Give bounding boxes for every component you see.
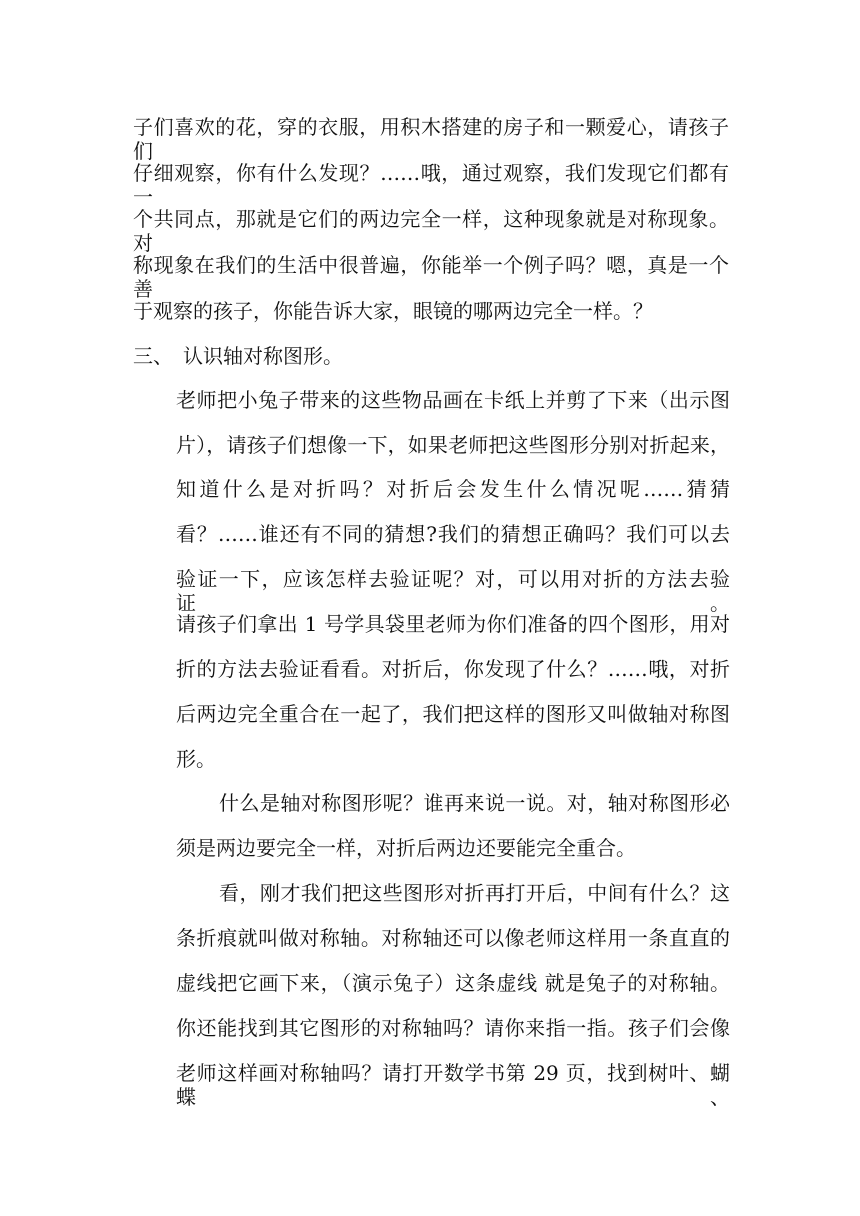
paragraph-line: 看，刚才我们把这些图形对折再打开后，中间有什么？这	[219, 881, 730, 905]
paragraph-line: 子们喜欢的花，穿的衣服，用积木搭建的房子和一颗爱心，请孩子们	[133, 115, 729, 163]
paragraph-line: 虚线把它画下来，（演示兔子）这条虚线 就是兔子的对称轴。	[176, 971, 730, 995]
paragraph-line: 看？……谁还有不同的猜想?我们的猜想正确吗？我们可以去	[176, 522, 730, 546]
paragraph-line: 条折痕就叫做对称轴。对称轴还可以像老师这样用一条直直的	[176, 926, 730, 950]
paragraph-line: 老师这样画对称轴吗？请打开数学书第 29 页，找到树叶、蝴蝶、	[176, 1061, 730, 1109]
paragraph-line: 称现象在我们的生活中很普遍，你能举一个例子吗？嗯，真是一个善	[133, 253, 729, 301]
paragraph-line: 折的方法去验证看看。对折后，你发现了什么？……哦，对折	[176, 657, 730, 681]
paragraph-line: 于观察的孩子，你能告诉大家，眼镜的哪两边完全一样。？	[133, 299, 653, 323]
paragraph-line: 形。	[176, 747, 216, 771]
paragraph-line: 请孩子们拿出 1 号学具袋里老师为你们准备的四个图形，用对	[176, 612, 730, 636]
section-number: 三、	[133, 344, 173, 368]
section-title: 认识轴对称图形。	[183, 344, 343, 368]
paragraph-line: 你还能找到其它图形的对称轴吗？请你来指一指。孩子们会像	[176, 1016, 730, 1040]
paragraph-line: 个共同点，那就是它们的两边完全一样，这种现象就是对称现象。对	[133, 207, 729, 255]
paragraph-line: 知道什么是对折吗？对折后会发生什么情况呢……猜猜	[176, 477, 730, 501]
paragraph-line: 仔细观察，你有什么发现？……哦，通过观察，我们发现它们都有一	[133, 161, 729, 209]
paragraph-line: 验证一下，应该怎样去验证呢？对，可以用对折的方法去验证。	[176, 567, 730, 615]
paragraph-line: 后两边完全重合在一起了，我们把这样的图形又叫做轴对称图	[176, 702, 730, 726]
paragraph-line: 片），请孩子们想像一下，如果老师把这些图形分别对折起来，	[176, 433, 730, 457]
paragraph-line: 什么是轴对称图形呢？谁再来说一说。对，轴对称图形必	[219, 791, 730, 815]
paragraph-line: 须是两边要完全一样，对折后两边还要能完全重合。	[176, 836, 636, 860]
paragraph-line: 老师把小兔子带来的这些物品画在卡纸上并剪了下来（出示图	[176, 388, 730, 412]
